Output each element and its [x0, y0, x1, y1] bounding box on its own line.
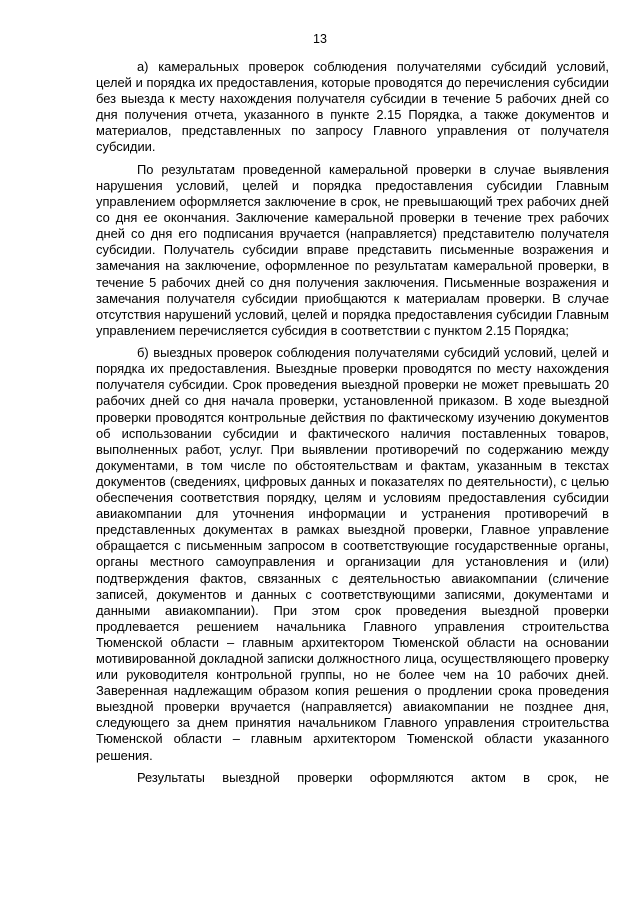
document-body — [96, 59, 609, 786]
paragraph-vyezdnye-proverki: б) выездных проверок соблюдения получателями субсидий условий, целей и порядка их предоставления. Выездные проверки проводятся по месту нахождения получателя субсидии. Срок проведения выездной проверки не может превышать 20 рабочих дней со дня начала проверки, установленной приказом. В ходе выездной проверки проводятся контрольные действия по фактическому изучению документов об использовании субсидии и фактического наличия поставленных товаров, выполненных работ, услуг. При выявлении противоречий по содержанию между документами, в том числе по обстоятельствам и фактам, указанным в текстах документов (сведениях, цифровых данных и показателях по деятельности), с целью обеспечения соответствия порядку, целям и условиям предоставления субсидии авиакомпании для уточнения информации и устранения противоречий в представленных документах в рамках выездной проверки, Главное управление обращается с письменным запросом в соответствующие государственные органы, органы местного самоуправления и организации для установления и (или) подтверждения фактов, связанных с деятельностью авиакомпании (сличение записей, документов и данных с соответствующими записями, документами и данными авиакомпании). При этом срок проведения выездной проверки продлевается решением начальника Главного управления строительства Тюменской области – главным архитектором Тюменской области на основании мотивированной докладной записки должностного лица, осуществляющего проверку или руководителя контрольной группы, но не более чем на 10 рабочих дней. Заверенная надлежащим образом копия решения о продлении срока проведения выездной проверки вручается (направляется) авиакомпании не позднее дня, следующего за днем принятия начальником Главного управления строительства Тюменской области – главным архитектором Тюменской области указанного решения. — [96, 345, 609, 763]
paragraph-rezultaty-kameralnoy-proverki: По результатам проведенной камеральной проверки в случае выявления нарушения условий, целей и порядка предоставления субсидии Главным управлением оформляется заключение в срок, не превышающий трех рабочих дней со дня ее окончания. Заключение камеральной проверки в течение трех рабочих дней со дня его подписания вручается (направляется) представителю получателя субсидии. Получатель субсидии вправе представить письменные возражения и замечания на заключение, оформленное по результатам камеральной проверки, в течение 5 рабочих дней со дня получения заключения. Письменные возражения и замечания получателя субсидии приобщаются к материалам проверки. В случае отсутствия нарушений условий, целей и порядка предоставления субсидии Главным управлением перечисляется субсидия в соответствии с пунктом 2.15 Порядка; — [96, 161, 609, 338]
paragraph-rezultaty-vyezdnoy-proverki: Результаты выездной проверки оформляются актом в срок, не — [137, 769, 609, 785]
page-number: 13 — [313, 32, 327, 46]
paragraph-kameralnye-proverki: а) камеральных проверок соблюдения получателями субсидий условий, целей и порядка их предоставления, которые проводятся до перечисления субсидии без выезда к месту нахождения получателя субсидии в течение 5 рабочих дней со дня получения отчета, указанного в пункте 2.15 Порядка, а также документов и материалов, представленных по запросу Главного управления от получателя субсидии. — [96, 59, 609, 155]
